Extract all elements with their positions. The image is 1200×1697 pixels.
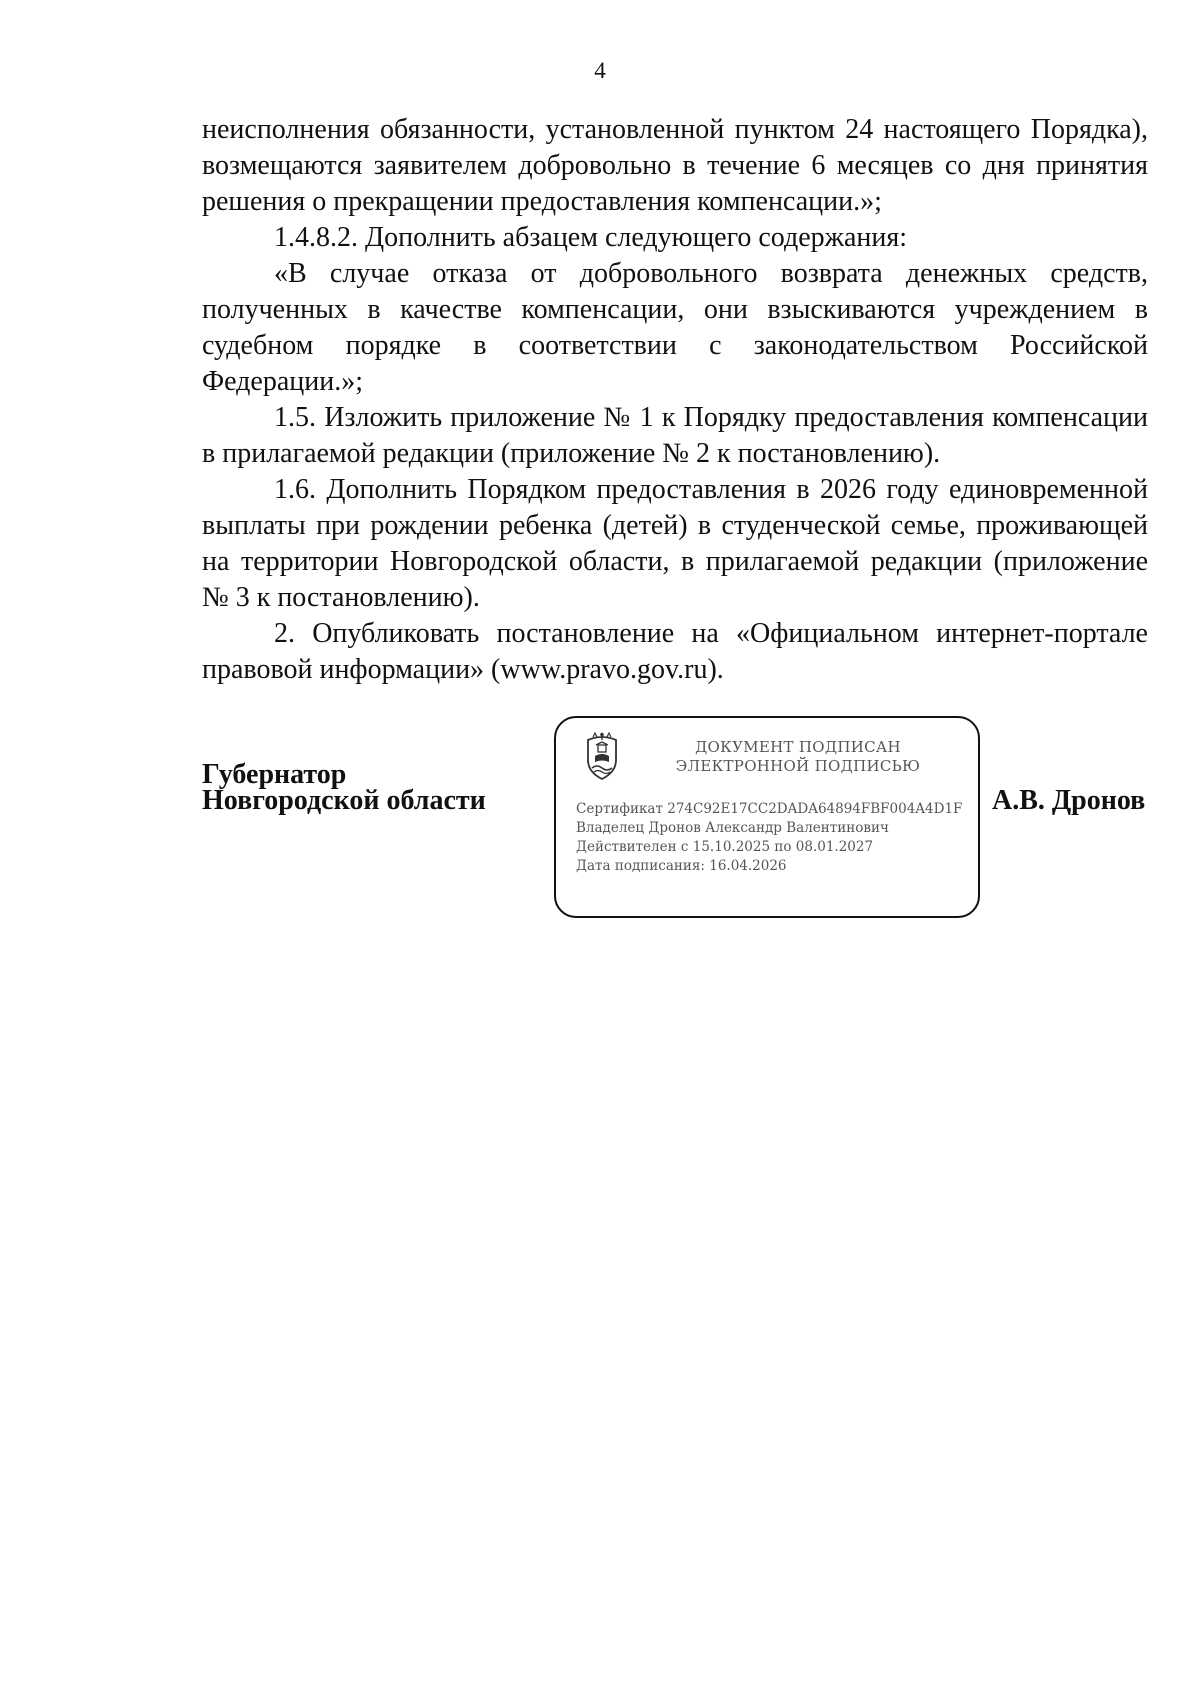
signer-title [202,759,486,816]
signer-title-line-1: Губернатор [202,759,347,790]
stamp-signed-date: Дата подписания: 16.04.2026 [576,858,787,874]
stamp-certificate: Сертификат 274C92E17CC2DADA64894FBF004A4D1F [576,801,963,817]
stamp-validity: Действителен с 15.10.2025 по 08.01.2027 [576,839,874,855]
paragraph-quoted-addition: «В случае отказа от добровольного возврата денежных средств, полученных в качестве компенсации, они взыскиваются учреждением в судебном порядке в соответствии с законодательством Российской Федерации.»; [202,258,1148,397]
paragraph-item-1-5: 1.5. Изложить приложение № 1 к Порядку предоставления компенсации в прилагаемой редакции (приложение № 2 к постановлению). [202,402,1148,469]
paragraph-item-1-6: 1.6. Дополнить Порядком предоставления в 2026 году единовременной выплаты при рождении ребенка (детей) в студенческой семье, проживающей на территории Новгородской области, в прилагаемой редакции (приложение № 3 к постановлению). [202,474,1148,613]
coat-of-arms-icon [584,732,620,782]
stamp-details [576,800,962,876]
stamp-title-line-2: ЭЛЕКТРОННОЙ ПОДПИСЬЮ [675,757,921,775]
stamp-title [648,738,948,776]
paragraph-continuation: неисполнения обязанности, установленной пунктом 24 настоящего Порядка), возмещаются заявителем добровольно в течение 6 месяцев со дня принятия решения о прекращении предоставления компенсации.»; [202,114,1148,217]
page-number: 4 [594,58,606,83]
paragraph-item-2: 2. Опубликовать постановление на «Официальном интернет-портале правовой информации» (www.pravo.gov.ru). [202,618,1148,685]
electronic-signature-stamp [554,716,980,918]
signer-title-line-2: Новгородской области [202,785,486,816]
paragraph-item-1-4-8-2: 1.4.8.2. Дополнить абзацем следующего содержания: [274,222,908,253]
stamp-owner: Владелец Дронов Александр Валентинович [576,820,889,836]
signer-name: А.В. Дронов [992,785,1146,816]
document-body [202,112,1148,688]
stamp-title-line-1: ДОКУМЕНТ ПОДПИСАН [695,738,901,756]
